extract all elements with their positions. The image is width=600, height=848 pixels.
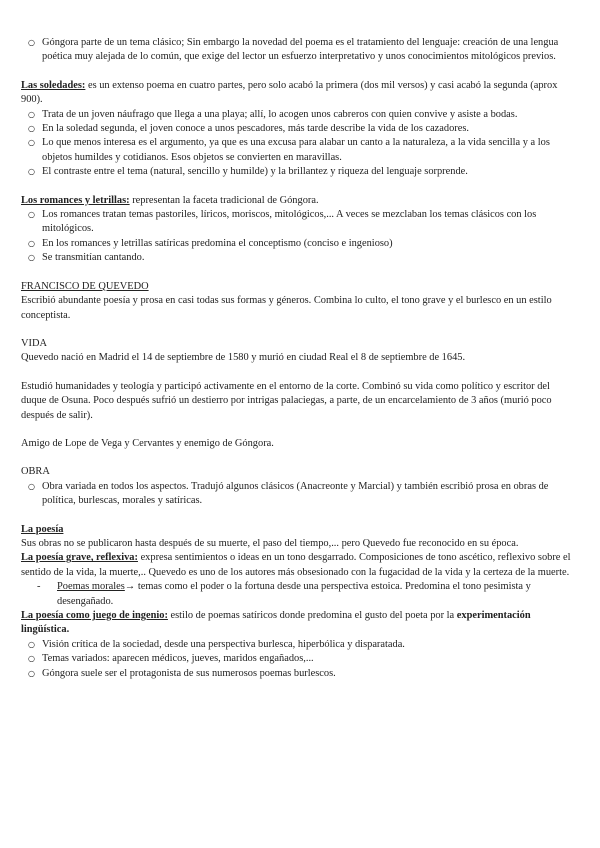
quevedo-intro: Escribió abundante poesía y prosa en casi todas sus formas y géneros. Combina lo culto, el tono grave y el burlesco en un estilo conceptista. — [21, 295, 552, 321]
obra-heading: OBRA — [21, 466, 50, 478]
list-item — [21, 580, 576, 609]
morales-label: Poemas morales — [57, 581, 125, 593]
list-item: ○ Se transmitían cantando. — [21, 251, 576, 265]
romances-paragraph — [21, 194, 576, 208]
list-item: ○ Obra variada en todos los aspectos. Tradujó algunos clásicos (Anacreonte y Marcial) y también escribió prosa en obras de política, burlescas, morales y satíricas. — [21, 480, 576, 509]
arrow-icon: → — [124, 581, 136, 593]
poesia-juego-bold: experimentación lingüística. — [21, 610, 531, 636]
poesia-grave-paragraph — [21, 551, 576, 580]
soledades-list — [21, 108, 576, 180]
obra-list — [21, 480, 576, 509]
quevedo-heading: FRANCISCO DE QUEVEDO — [21, 280, 149, 292]
morales-text: temas como el poder o la fortuna desde una perspectiva estoica. Predomina el tono pesimista y desengañado. — [57, 581, 531, 607]
list-item: ○ Visión crítica de la sociedad, desde una perspectiva burlesca, hiperbólica y disparatada. — [21, 638, 576, 652]
intro-list — [21, 36, 576, 65]
list-item: ○ Góngora parte de un tema clásico; Sin embargo la novedad del poema es el tratamiento del lenguaje: creación de una lengua poética muy alejada de lo común, que exige del lector un esfuerzo interpretativo y unos conocimientos mitológicos previos. — [21, 36, 576, 65]
poesia-grave-text: expresa sentimientos o ideas en un tono desgarrado. Composiciones de tono ascético, reflexivo sobre el sentido de la vida, la muerte,.. Quevedo es uno de los autores más obsesionado con la fugacidad de la vida y la certeza de la muerte. — [21, 552, 571, 578]
list-item: ○ Trata de un joven náufrago que llega a una playa; allí, lo acogen unos cabreros con quien convive y asiste a bodas. — [21, 108, 576, 122]
vida-birth: Quevedo nació en Madrid el 14 de septiembre de 1580 y murió en ciudad Real el 8 de septiembre de 1645. — [21, 352, 466, 364]
romances-list — [21, 208, 576, 266]
poesia-heading: La poesía — [21, 523, 64, 535]
soledades-text: es un extenso poema en cuatro partes, pero solo acabó la primera (dos mil versos) y casi acabó la segunda (aprox 900). — [21, 79, 558, 106]
romances-label: Los romances y letrillas: — [21, 194, 130, 206]
list-item: ○ En los romances y letrillas satíricas predomina el conceptismo (conciso e ingenioso) — [21, 237, 576, 251]
list-item: ○ Góngora suele ser el protagonista de sus numerosos poemas burlescos. — [21, 667, 576, 681]
vida-heading: VIDA — [21, 337, 47, 349]
vida-friends: Amigo de Lope de Vega y Cervantes y enemigo de Góngora. — [21, 437, 274, 449]
poesia-juego-label: La poesía como juego de ingenio: — [21, 610, 168, 621]
poesia-intro: Sus obras no se publicaron hasta después de su muerte, el paso del tiempo,... pero Quevedo fue reconocido en su época. — [21, 537, 519, 549]
vida-career: Estudió humanidades y teología y participó activamente en el entorno de la corte. Combinó su vida como político y escritor del duque de Osuna. Poco después sufrió un destierro por intrigas palaciegas, a parte, de un encarcelamiento de 3 años (murió poco después de salir). — [21, 380, 552, 421]
soledades-label: Las soledades: — [21, 79, 86, 91]
romances-text: representan la faceta tradicional de Góngora. — [129, 194, 319, 206]
soledades-paragraph — [21, 79, 576, 108]
list-item: ○ Los romances tratan temas pastoriles, líricos, moriscos, mitológicos,... A veces se mezclaban los temas clásicos con los mitológicos. — [21, 208, 576, 237]
juego-list — [21, 638, 576, 681]
list-item: ○ Temas variados: aparecen médicos, jueves, maridos engañados,... — [21, 652, 576, 666]
poesia-grave-label: La poesía grave, reflexiva: — [21, 552, 138, 564]
list-item: ○ En la soledad segunda, el joven conoce a unos pescadores, más tarde describe la vida de los cazadores. — [21, 122, 576, 136]
poesia-juego-paragraph — [21, 609, 576, 638]
list-item: ○ Lo que menos interesa es el argumento, ya que es una excusa para alabar un canto a la naturaleza, a la vida sencilla y a los objetos humildes y cotidianos. Esos objetos se convierten en maravillas. — [21, 136, 576, 165]
morales-list — [21, 580, 576, 609]
document-page — [21, 36, 576, 681]
poesia-juego-text: estilo de poemas satíricos donde predomina el gusto del poeta por la — [167, 610, 457, 621]
list-item: ○ El contraste entre el tema (natural, sencillo y humilde) y la brillantez y riqueza del lenguaje sorprende. — [21, 165, 576, 179]
